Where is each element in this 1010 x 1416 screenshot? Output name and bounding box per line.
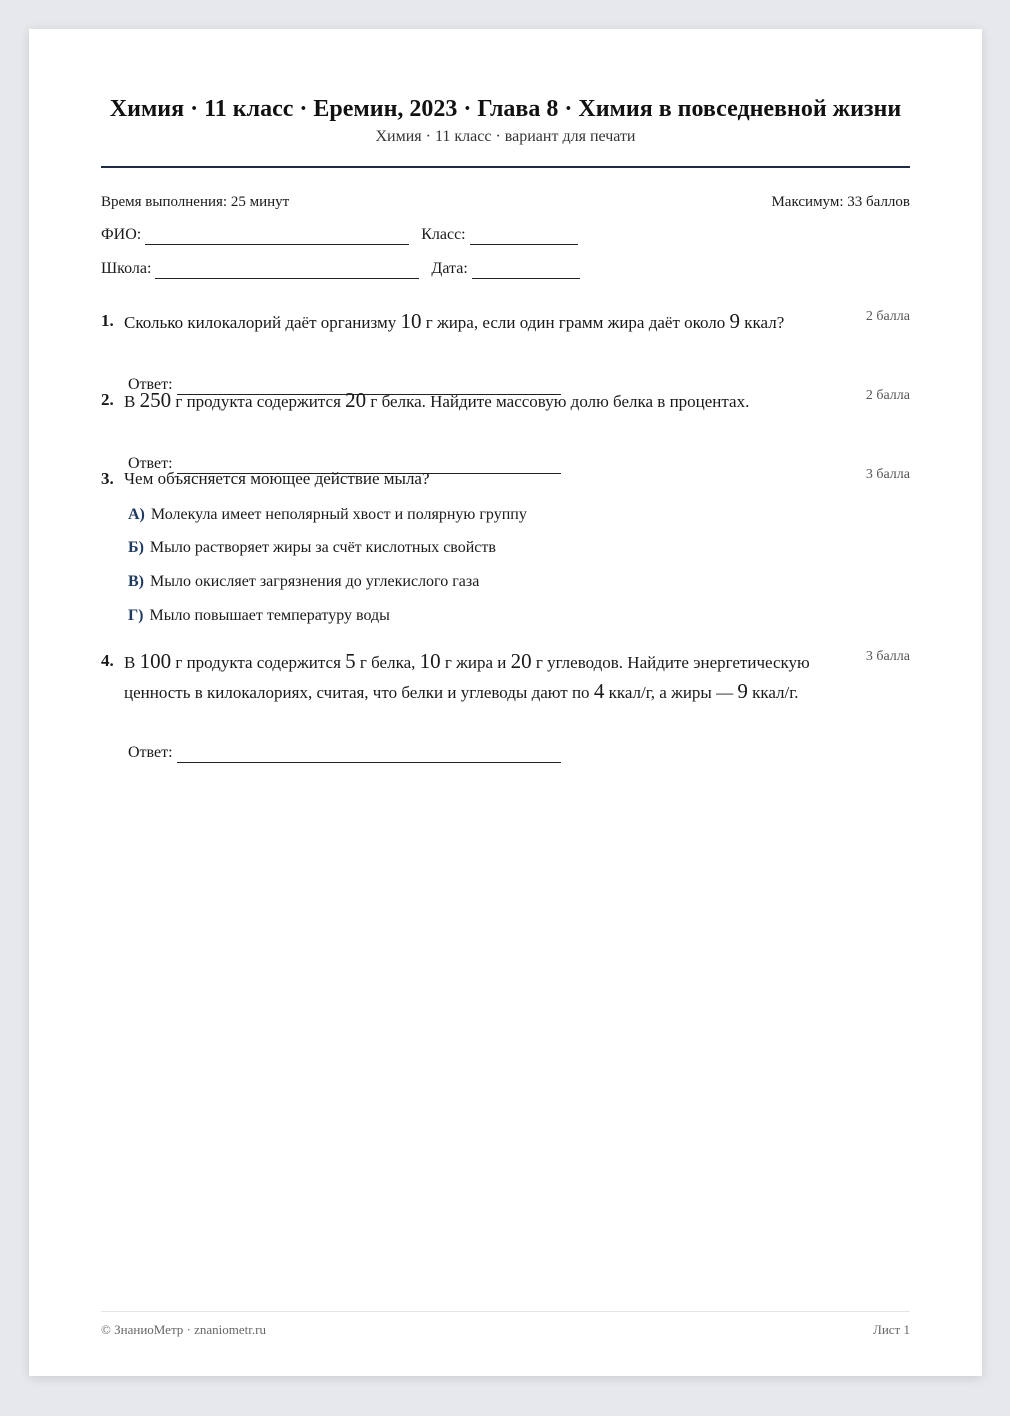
- name-class-row: [101, 225, 590, 245]
- question-points: 2 балла: [865, 388, 910, 403]
- question-number: 4.: [101, 651, 114, 670]
- question-text: Сколько килокалорий даёт организму 10 г жира, если один грамм жира даёт около 9 ккал?: [124, 309, 785, 333]
- max-score: Максимум: 33 баллов: [771, 194, 910, 210]
- answer-label: Ответ:: [128, 744, 173, 761]
- school-field[interactable]: [155, 262, 419, 279]
- answer-label: Ответ:: [128, 376, 173, 393]
- name-label: ФИО:: [101, 226, 142, 243]
- page-title: Химия · 11 класс · Еремин, 2023 · Глава 8 · Химия в повседневной жизни: [109, 96, 902, 122]
- question-3: [101, 465, 910, 493]
- date-label: Дата:: [431, 260, 468, 277]
- footer-divider: [101, 1311, 910, 1312]
- option-text: Мыло окисляет загрязнения до углекислого газа: [150, 573, 480, 590]
- question-points: 3 балла: [865, 649, 910, 664]
- page-header: [101, 93, 910, 147]
- question-text: В 250 г продукта содержится 20 г белка. Найдите массовую долю белка в процентах.: [124, 388, 750, 412]
- answer-field-4[interactable]: [177, 746, 561, 763]
- date-field[interactable]: [472, 262, 580, 279]
- worksheet-page: [29, 29, 982, 1376]
- question-points: 2 балла: [865, 309, 910, 324]
- question-number: 1.: [101, 311, 114, 330]
- footer-copyright: © ЗнаниоМетр · znaniometr.ru: [101, 1322, 266, 1337]
- question-text: В 100 г продукта содержится 5 г белка, 10 г жира и 20 г углеводов. Найдите энергетическую ценность в килокалориях, считая, что белки и углеводы дают по 4 ккал/г, а жиры — 9 ккал/г.: [124, 649, 810, 703]
- time-limit: Время выполнения: 25 минут: [101, 194, 290, 210]
- name-field[interactable]: [145, 228, 409, 245]
- question-number: 2.: [101, 390, 114, 409]
- option-d[interactable]: [128, 605, 390, 627]
- page-number: Лист 1: [873, 1322, 910, 1337]
- page-footer: [101, 1321, 910, 1339]
- class-field[interactable]: [470, 228, 578, 245]
- option-letter: Б): [128, 539, 144, 556]
- answer-row-4: [128, 743, 573, 763]
- question-number: 3.: [101, 469, 114, 488]
- question-text: Чем объясняется моющее действие мыла?: [124, 469, 430, 488]
- option-c[interactable]: [128, 571, 479, 593]
- page-subtitle: Химия · 11 класс · вариант для печати: [375, 128, 636, 145]
- option-b[interactable]: [128, 537, 496, 559]
- option-text: Молекула имеет неполярный хвост и полярную группу: [150, 506, 527, 523]
- option-letter: Г): [128, 607, 144, 624]
- school-label: Школа:: [101, 260, 152, 277]
- question-4: [101, 647, 910, 707]
- option-text: Мыло растворяет жиры за счёт кислотных свойств: [149, 539, 496, 556]
- school-date-row: [101, 259, 592, 279]
- option-text: Мыло повышает температуру воды: [149, 607, 390, 624]
- class-label: Класс:: [421, 226, 466, 243]
- option-letter: А): [128, 506, 145, 523]
- question-points: 3 балла: [865, 467, 910, 482]
- question-2: [101, 386, 910, 416]
- option-letter: В): [128, 573, 144, 590]
- header-divider: [101, 166, 910, 168]
- answer-label: Ответ:: [128, 455, 173, 472]
- question-1: [101, 307, 910, 337]
- meta-row: [101, 192, 910, 212]
- option-a[interactable]: [128, 504, 527, 526]
